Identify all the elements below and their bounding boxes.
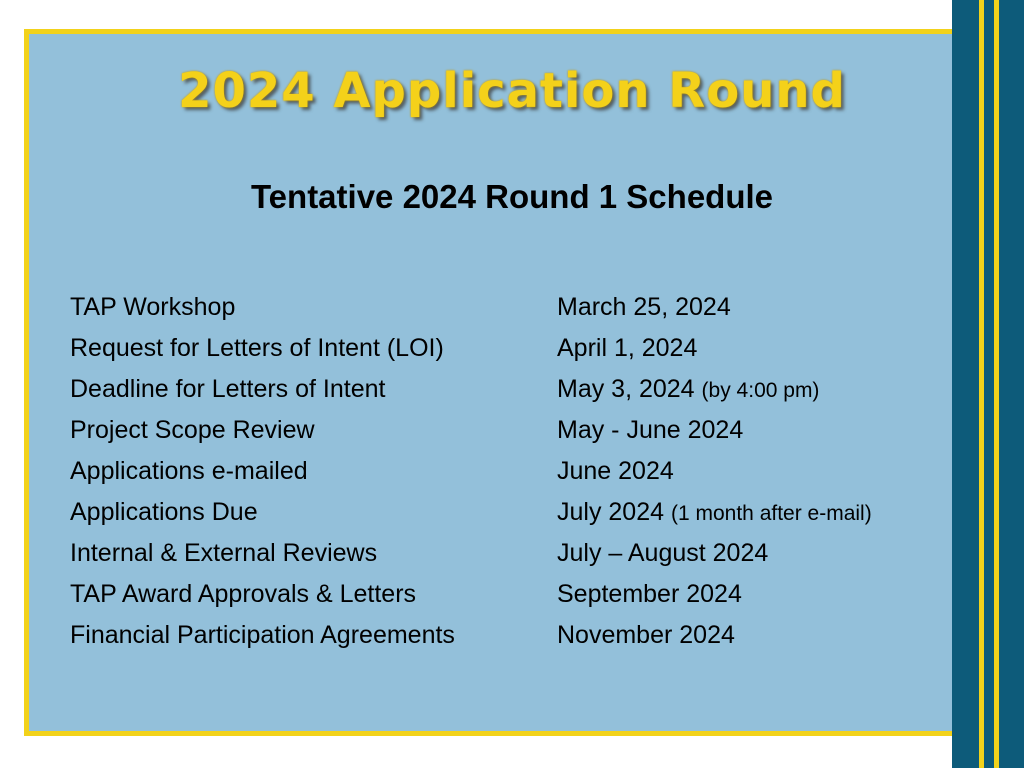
schedule-date-text: May 3, 2024 [557, 375, 695, 403]
schedule-event: Financial Participation Agreements [70, 621, 455, 649]
schedule-row [70, 533, 950, 574]
schedule-row [70, 451, 950, 492]
slide-title: 2024 Application Round [178, 63, 846, 119]
schedule-date-text: April 1, 2024 [557, 334, 698, 362]
schedule-date [557, 615, 735, 656]
schedule-subtitle: Tentative 2024 Round 1 Schedule [250, 178, 774, 215]
schedule-row [70, 574, 950, 615]
schedule-row [70, 369, 950, 410]
schedule-note: (by 4:00 pm) [701, 379, 820, 402]
schedule-event: Deadline for Letters of Intent [70, 375, 386, 403]
schedule-list [70, 287, 950, 656]
schedule-date-text: March 25, 2024 [557, 293, 731, 321]
schedule-date [557, 533, 768, 574]
schedule-row [70, 410, 950, 451]
schedule-event: TAP Workshop [70, 293, 236, 321]
schedule-date [557, 328, 697, 369]
schedule-date [557, 410, 743, 451]
schedule-date-text: September 2024 [557, 580, 742, 608]
schedule-note: (1 month after e-mail) [670, 502, 872, 525]
schedule-row [70, 492, 950, 533]
schedule-date-text: July – August 2024 [557, 539, 769, 567]
schedule-event: Request for Letters of Intent (LOI) [70, 334, 444, 362]
schedule-row [70, 328, 950, 369]
schedule-date [557, 451, 674, 492]
schedule-date [557, 492, 872, 534]
schedule-event: TAP Award Approvals & Letters [70, 580, 417, 608]
schedule-event: Internal & External Reviews [70, 539, 378, 567]
schedule-row [70, 287, 950, 328]
schedule-row [70, 615, 950, 656]
schedule-date [557, 369, 819, 411]
schedule-date-text: November 2024 [557, 621, 735, 649]
schedule-date-text: July 2024 [557, 498, 665, 526]
schedule-event: Project Scope Review [70, 416, 315, 444]
schedule-event: Applications Due [70, 498, 258, 526]
schedule-date [557, 287, 731, 328]
schedule-date [557, 574, 742, 615]
schedule-date-text: June 2024 [557, 457, 674, 485]
schedule-event: Applications e-mailed [70, 457, 308, 485]
schedule-date-text: May - June 2024 [557, 416, 744, 444]
